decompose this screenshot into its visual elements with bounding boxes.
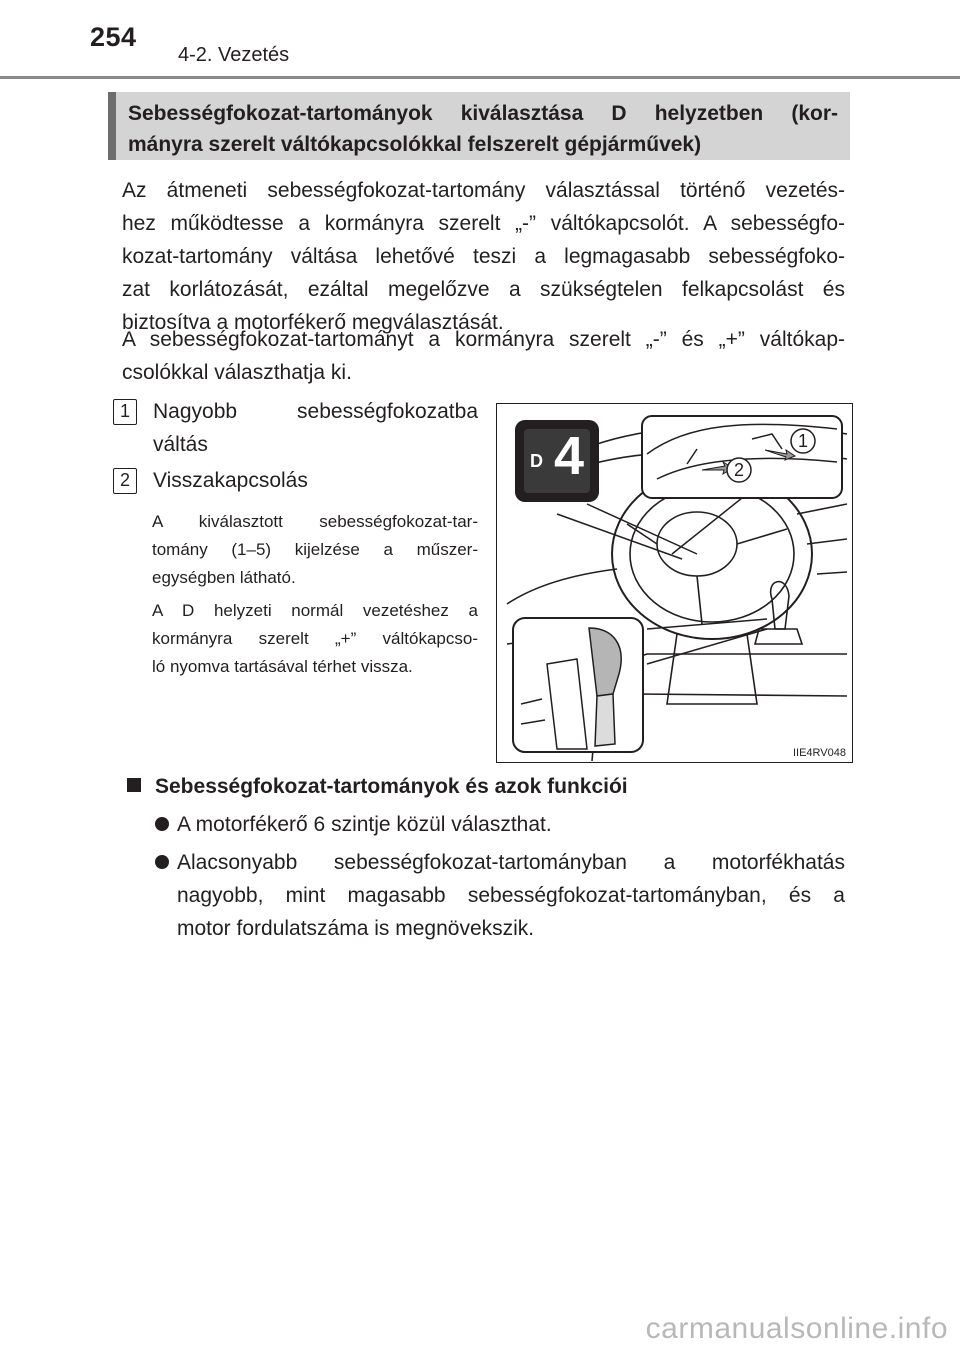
callout-2: 2	[733, 460, 744, 480]
numbered-item-line: Visszakapcsolás	[153, 469, 308, 492]
bullet-dot-icon	[155, 855, 169, 869]
square-bullet-icon	[127, 778, 141, 792]
callout-1: 1	[797, 431, 808, 451]
numbered-item-label	[153, 395, 478, 461]
note-line: egységben látható.	[152, 568, 296, 587]
numbered-item-line: Nagyobb sebességfokozatba	[153, 400, 478, 423]
bullet-line: Alacsonyabb sebességfokozat-tartományban a motorfékhatás	[177, 851, 845, 874]
shift-paddle-illustration	[496, 403, 853, 763]
display-gear-digit: 4	[554, 426, 585, 486]
numbered-item-label	[153, 464, 478, 497]
header-divider	[0, 76, 960, 79]
heading-line-1: Sebességfokozat-tartományok kiválasztása D helyzetben (kor-	[128, 102, 838, 125]
intro-paragraph-2	[122, 323, 845, 389]
intro-line: Az átmeneti sebességfokozat-tartomány választással történő vezetés-	[122, 179, 845, 202]
number-badge: 1	[113, 399, 137, 425]
bullet-line: A motorfékerő 6 szintje közül választhat.	[177, 813, 552, 836]
note-line: tomány (1–5) kijelzése a műszer-	[152, 540, 478, 559]
numbered-item-line: váltás	[153, 433, 208, 456]
subsection-title: Sebességfokozat-tartományok és azok funkciói	[155, 775, 628, 798]
section-title: 4-2. Vezetés	[178, 44, 290, 66]
note-line: kormányra szerelt „+” váltókapcso-	[152, 629, 478, 648]
note-line: A D helyzeti normál vezetéshez a	[152, 601, 478, 620]
intro-line: kozat-tartomány váltása lehetővé teszi a legmagasabb sebességfoko-	[122, 245, 845, 268]
section-heading	[108, 92, 850, 160]
bullet-line: nagyobb, mint magasabb sebességfokozat-tartományban, és a	[177, 884, 845, 907]
number-badge: 2	[113, 468, 137, 494]
heading-line-2: mányra szerelt váltókapcsolókkal felszerelt gépjárművek)	[128, 133, 702, 156]
bullet-text	[177, 846, 845, 945]
display-gear-letter: D	[530, 451, 543, 471]
note-2	[152, 597, 478, 681]
intro-line: hez működtesse a kormányra szerelt „-” váltókapcsolót. A sebességfo-	[122, 212, 845, 235]
intro-line: biztosítva a motorfékerő megválasztását.	[122, 311, 504, 334]
figure-code: IIE4RV048	[792, 747, 846, 759]
note-1	[152, 508, 478, 592]
bullet-dot-icon	[155, 817, 169, 831]
bullet-text	[177, 808, 845, 841]
illustration-drawing	[497, 404, 851, 761]
note-line: ló nyomva tartásával térhet vissza.	[152, 657, 413, 676]
intro-line: zat korlátozását, ezáltal megelőzve a szükségtelen felkapcsolást és	[122, 278, 845, 301]
subsection-heading	[127, 772, 628, 802]
intro-line: A sebességfokozat-tartományt a kormányra szerelt „-” és „+” váltókap-	[122, 328, 845, 351]
intro-paragraph-1	[122, 174, 845, 339]
intro-line: csolókkal választhatja ki.	[122, 361, 352, 384]
watermark: carmanualsonline.info	[645, 1312, 948, 1345]
page-number: 254	[90, 22, 137, 52]
note-line: A kiválasztott sebességfokozat-tar-	[152, 512, 478, 531]
bullet-line: motor fordulatszáma is megnövekszik.	[177, 917, 535, 940]
